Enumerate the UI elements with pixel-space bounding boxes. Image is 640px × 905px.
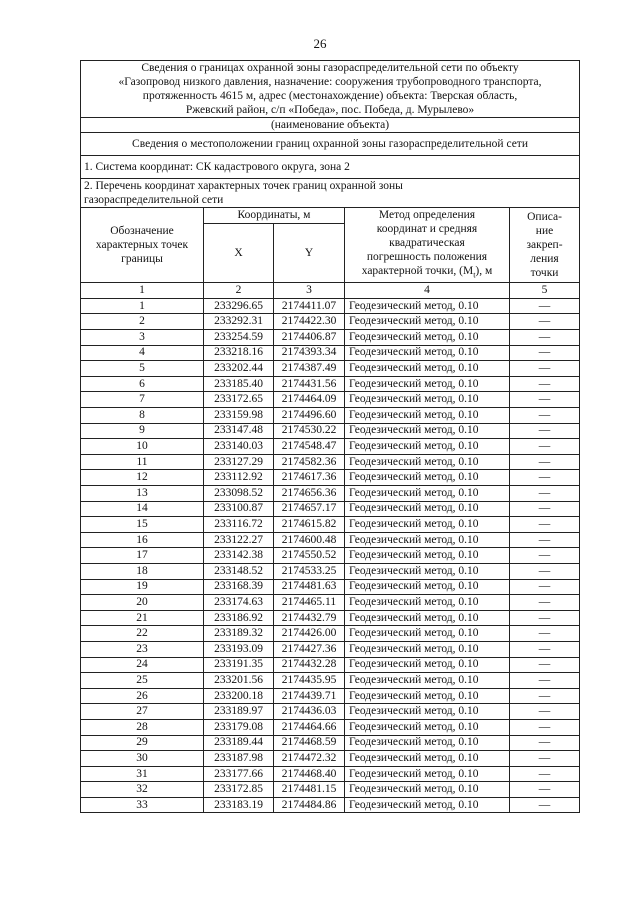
col-number: 5 — [510, 283, 580, 299]
x-coordinate-cell: 233142.38 — [204, 548, 274, 564]
description-cell: — — [510, 423, 580, 439]
y-coordinate-cell: 2174387.49 — [274, 361, 345, 377]
coordinate-system: 1. Система координат: СК кадастрового округа, зона 2 — [81, 156, 580, 179]
table-row — [81, 423, 580, 439]
point-number-cell: 14 — [81, 501, 204, 517]
method-cell: Геодезический метод, 0.10 — [345, 361, 510, 377]
table-row — [81, 579, 580, 595]
y-coordinate-cell: 2174468.59 — [274, 735, 345, 751]
table-row — [81, 298, 580, 314]
method-cell: Геодезический метод, 0.10 — [345, 454, 510, 470]
col-description-header: Описа- ние закреп- ления точки — [510, 208, 580, 283]
x-coordinate-cell: 233201.56 — [204, 673, 274, 689]
table-row — [81, 563, 580, 579]
table-row — [81, 548, 580, 564]
col-coordinates-header: Координаты, м — [204, 208, 345, 224]
x-coordinate-cell: 233172.65 — [204, 392, 274, 408]
method-cell: Геодезический метод, 0.10 — [345, 501, 510, 517]
method-cell: Геодезический метод, 0.10 — [345, 688, 510, 704]
method-cell: Геодезический метод, 0.10 — [345, 532, 510, 548]
description-cell: — — [510, 641, 580, 657]
points-list-row — [81, 179, 580, 208]
x-coordinate-cell: 233187.98 — [204, 751, 274, 767]
description-cell: — — [510, 330, 580, 346]
column-number-row — [81, 283, 580, 299]
description-cell: — — [510, 470, 580, 486]
point-number-cell: 4 — [81, 345, 204, 361]
object-title: Сведения о границах охранной зоны газораспределительной сети по объекту «Газопровод низкого давления, назначение: сооружения трубопроводного транспорта, протяженность 4615 м, адрес (местонахождение) объекта: Тверская область, Ржевский район, с/п «Победа», пос. Победа, д. Мурылево» — [81, 61, 580, 118]
y-coordinate-cell: 2174439.71 — [274, 688, 345, 704]
description-cell: — — [510, 361, 580, 377]
method-cell: Геодезический метод, 0.10 — [345, 735, 510, 751]
y-coordinate-cell: 2174435.95 — [274, 673, 345, 689]
point-number-cell: 13 — [81, 486, 204, 502]
method-cell: Геодезический метод, 0.10 — [345, 595, 510, 611]
y-coordinate-cell: 2174617.36 — [274, 470, 345, 486]
point-number-cell: 15 — [81, 517, 204, 533]
y-coordinate-cell: 2174615.82 — [274, 517, 345, 533]
col-x-header: X — [204, 223, 274, 283]
point-number-cell: 25 — [81, 673, 204, 689]
method-cell: Геодезический метод, 0.10 — [345, 704, 510, 720]
method-cell: Геодезический метод, 0.10 — [345, 517, 510, 533]
point-number-cell: 20 — [81, 595, 204, 611]
description-cell: — — [510, 595, 580, 611]
point-number-cell: 9 — [81, 423, 204, 439]
description-cell: — — [510, 719, 580, 735]
method-cell: Геодезический метод, 0.10 — [345, 423, 510, 439]
points-list-title: 2. Перечень координат характерных точек границ охранной зоны газораспределительной сети — [81, 179, 580, 208]
y-coordinate-cell: 2174481.15 — [274, 782, 345, 798]
y-coordinate-cell: 2174406.87 — [274, 330, 345, 346]
table-row — [81, 751, 580, 767]
col-number: 2 — [204, 283, 274, 299]
table-row — [81, 782, 580, 798]
point-number-cell: 7 — [81, 392, 204, 408]
point-number-cell: 30 — [81, 751, 204, 767]
x-coordinate-cell: 233168.39 — [204, 579, 274, 595]
description-cell: — — [510, 657, 580, 673]
y-coordinate-cell: 2174432.79 — [274, 610, 345, 626]
method-cell: Геодезический метод, 0.10 — [345, 766, 510, 782]
x-coordinate-cell: 233189.32 — [204, 626, 274, 642]
page-number: 26 — [313, 36, 327, 51]
point-number-cell: 26 — [81, 688, 204, 704]
point-number-cell: 6 — [81, 376, 204, 392]
x-coordinate-cell: 233147.48 — [204, 423, 274, 439]
point-number-cell: 31 — [81, 766, 204, 782]
y-coordinate-cell: 2174436.03 — [274, 704, 345, 720]
x-coordinate-cell: 233189.44 — [204, 735, 274, 751]
table-row — [81, 392, 580, 408]
description-cell: — — [510, 548, 580, 564]
point-number-cell: 27 — [81, 704, 204, 720]
x-coordinate-cell: 233174.63 — [204, 595, 274, 611]
object-caption-row — [81, 118, 580, 133]
description-cell: — — [510, 501, 580, 517]
y-coordinate-cell: 2174600.48 — [274, 532, 345, 548]
y-coordinate-cell: 2174548.47 — [274, 439, 345, 455]
method-cell: Геодезический метод, 0.10 — [345, 579, 510, 595]
x-coordinate-cell: 233159.98 — [204, 408, 274, 424]
y-coordinate-cell: 2174484.86 — [274, 797, 345, 813]
point-number-cell: 12 — [81, 470, 204, 486]
description-cell: — — [510, 673, 580, 689]
table-row — [81, 439, 580, 455]
table-row — [81, 517, 580, 533]
x-coordinate-cell: 233140.03 — [204, 439, 274, 455]
table-row — [81, 657, 580, 673]
method-cell: Геодезический метод, 0.10 — [345, 548, 510, 564]
y-coordinate-cell: 2174550.52 — [274, 548, 345, 564]
y-coordinate-cell: 2174464.66 — [274, 719, 345, 735]
method-cell: Геодезический метод, 0.10 — [345, 345, 510, 361]
y-coordinate-cell: 2174431.56 — [274, 376, 345, 392]
boundary-table — [80, 60, 580, 813]
description-cell: — — [510, 314, 580, 330]
x-coordinate-cell: 233193.09 — [204, 641, 274, 657]
table-row — [81, 408, 580, 424]
table-row — [81, 595, 580, 611]
point-number-cell: 10 — [81, 439, 204, 455]
location-title-row — [81, 133, 580, 156]
description-cell: — — [510, 610, 580, 626]
point-number-cell: 1 — [81, 298, 204, 314]
x-coordinate-cell: 233200.18 — [204, 688, 274, 704]
method-cell: Геодезический метод, 0.10 — [345, 673, 510, 689]
table-row — [81, 704, 580, 720]
y-coordinate-cell: 2174533.25 — [274, 563, 345, 579]
point-number-cell: 28 — [81, 719, 204, 735]
table-row — [81, 314, 580, 330]
x-coordinate-cell: 233098.52 — [204, 486, 274, 502]
point-number-cell: 8 — [81, 408, 204, 424]
col-number: 4 — [345, 283, 510, 299]
col-number: 1 — [81, 283, 204, 299]
method-cell: Геодезический метод, 0.10 — [345, 626, 510, 642]
x-coordinate-cell: 233183.19 — [204, 797, 274, 813]
method-cell: Геодезический метод, 0.10 — [345, 641, 510, 657]
x-coordinate-cell: 233100.87 — [204, 501, 274, 517]
description-cell: — — [510, 486, 580, 502]
point-number-cell: 11 — [81, 454, 204, 470]
description-cell: — — [510, 797, 580, 813]
y-coordinate-cell: 2174426.00 — [274, 626, 345, 642]
point-number-cell: 16 — [81, 532, 204, 548]
x-coordinate-cell: 233172.85 — [204, 782, 274, 798]
method-cell: Геодезический метод, 0.10 — [345, 330, 510, 346]
col-y-header: Y — [274, 223, 345, 283]
point-number-cell: 19 — [81, 579, 204, 595]
table-row — [81, 361, 580, 377]
y-coordinate-cell: 2174657.17 — [274, 501, 345, 517]
y-coordinate-cell: 2174432.28 — [274, 657, 345, 673]
description-cell: — — [510, 408, 580, 424]
x-coordinate-cell: 233122.27 — [204, 532, 274, 548]
method-cell: Геодезический метод, 0.10 — [345, 439, 510, 455]
table-row — [81, 766, 580, 782]
table-row — [81, 532, 580, 548]
point-number-cell: 3 — [81, 330, 204, 346]
x-coordinate-cell: 233177.66 — [204, 766, 274, 782]
y-coordinate-cell: 2174582.36 — [274, 454, 345, 470]
y-coordinate-cell: 2174468.40 — [274, 766, 345, 782]
table-row — [81, 626, 580, 642]
x-coordinate-cell: 233186.92 — [204, 610, 274, 626]
description-cell: — — [510, 392, 580, 408]
y-coordinate-cell: 2174530.22 — [274, 423, 345, 439]
table-row — [81, 345, 580, 361]
description-cell: — — [510, 376, 580, 392]
x-coordinate-cell: 233254.59 — [204, 330, 274, 346]
table-row — [81, 735, 580, 751]
table-row — [81, 470, 580, 486]
method-cell: Геодезический метод, 0.10 — [345, 392, 510, 408]
y-coordinate-cell: 2174411.07 — [274, 298, 345, 314]
x-coordinate-cell: 233202.44 — [204, 361, 274, 377]
point-number-cell: 2 — [81, 314, 204, 330]
method-cell: Геодезический метод, 0.10 — [345, 782, 510, 798]
col-point-header: Обозначение характерных точек границы — [81, 208, 204, 283]
point-number-cell: 22 — [81, 626, 204, 642]
table-row — [81, 501, 580, 517]
location-title: Сведения о местоположении границ охранной зоны газораспределительной сети — [81, 133, 580, 156]
description-cell: — — [510, 454, 580, 470]
x-coordinate-cell: 233127.29 — [204, 454, 274, 470]
table-row — [81, 376, 580, 392]
col-method-header: Метод определения координат и средняя квадратическая погрешность положения характерной точки, $(M_t)$, м — [345, 208, 510, 283]
point-number-cell: 33 — [81, 797, 204, 813]
method-cell: Геодезический метод, 0.10 — [345, 486, 510, 502]
description-cell: — — [510, 688, 580, 704]
x-coordinate-cell: 233189.97 — [204, 704, 274, 720]
y-coordinate-cell: 2174427.36 — [274, 641, 345, 657]
table-row — [81, 719, 580, 735]
y-coordinate-cell: 2174464.09 — [274, 392, 345, 408]
description-cell: — — [510, 579, 580, 595]
object-caption: (наименование объекта) — [81, 118, 580, 133]
table-row — [81, 688, 580, 704]
object-title-row — [81, 61, 580, 118]
point-number-cell: 5 — [81, 361, 204, 377]
point-number-cell: 29 — [81, 735, 204, 751]
y-coordinate-cell: 2174496.60 — [274, 408, 345, 424]
y-coordinate-cell: 2174472.32 — [274, 751, 345, 767]
method-cell: Геодезический метод, 0.10 — [345, 314, 510, 330]
description-cell: — — [510, 751, 580, 767]
point-number-cell: 18 — [81, 563, 204, 579]
table-row — [81, 454, 580, 470]
column-header-row-1 — [81, 208, 580, 224]
col-number: 3 — [274, 283, 345, 299]
table-row — [81, 673, 580, 689]
x-coordinate-cell: 233191.35 — [204, 657, 274, 673]
description-cell: — — [510, 517, 580, 533]
description-cell: — — [510, 782, 580, 798]
table-row — [81, 610, 580, 626]
description-cell: — — [510, 439, 580, 455]
description-cell: — — [510, 532, 580, 548]
x-coordinate-cell: 233292.31 — [204, 314, 274, 330]
table-row — [81, 641, 580, 657]
method-cell: Геодезический метод, 0.10 — [345, 298, 510, 314]
y-coordinate-cell: 2174481.63 — [274, 579, 345, 595]
method-cell: Геодезический метод, 0.10 — [345, 797, 510, 813]
method-cell: Геодезический метод, 0.10 — [345, 610, 510, 626]
x-coordinate-cell: 233148.52 — [204, 563, 274, 579]
description-cell: — — [510, 735, 580, 751]
x-coordinate-cell: 233296.65 — [204, 298, 274, 314]
method-cell: Геодезический метод, 0.10 — [345, 563, 510, 579]
description-cell: — — [510, 563, 580, 579]
description-cell: — — [510, 704, 580, 720]
table-row — [81, 330, 580, 346]
method-cell: Геодезический метод, 0.10 — [345, 376, 510, 392]
x-coordinate-cell: 233218.16 — [204, 345, 274, 361]
point-number-cell: 32 — [81, 782, 204, 798]
coordinate-system-row — [81, 156, 580, 179]
y-coordinate-cell: 2174422.30 — [274, 314, 345, 330]
description-cell: — — [510, 345, 580, 361]
method-cell: Геодезический метод, 0.10 — [345, 408, 510, 424]
point-number-cell: 23 — [81, 641, 204, 657]
y-coordinate-cell: 2174393.34 — [274, 345, 345, 361]
x-coordinate-cell: 233179.08 — [204, 719, 274, 735]
y-coordinate-cell: 2174465.11 — [274, 595, 345, 611]
description-cell: — — [510, 766, 580, 782]
method-cell: Геодезический метод, 0.10 — [345, 751, 510, 767]
method-cell: Геодезический метод, 0.10 — [345, 719, 510, 735]
point-number-cell: 21 — [81, 610, 204, 626]
method-cell: Геодезический метод, 0.10 — [345, 470, 510, 486]
description-cell: — — [510, 626, 580, 642]
description-cell: — — [510, 298, 580, 314]
point-number-cell: 17 — [81, 548, 204, 564]
table-row — [81, 797, 580, 813]
x-coordinate-cell: 233185.40 — [204, 376, 274, 392]
x-coordinate-cell: 233116.72 — [204, 517, 274, 533]
y-coordinate-cell: 2174656.36 — [274, 486, 345, 502]
x-coordinate-cell: 233112.92 — [204, 470, 274, 486]
point-number-cell: 24 — [81, 657, 204, 673]
table-row — [81, 486, 580, 502]
method-cell: Геодезический метод, 0.10 — [345, 657, 510, 673]
